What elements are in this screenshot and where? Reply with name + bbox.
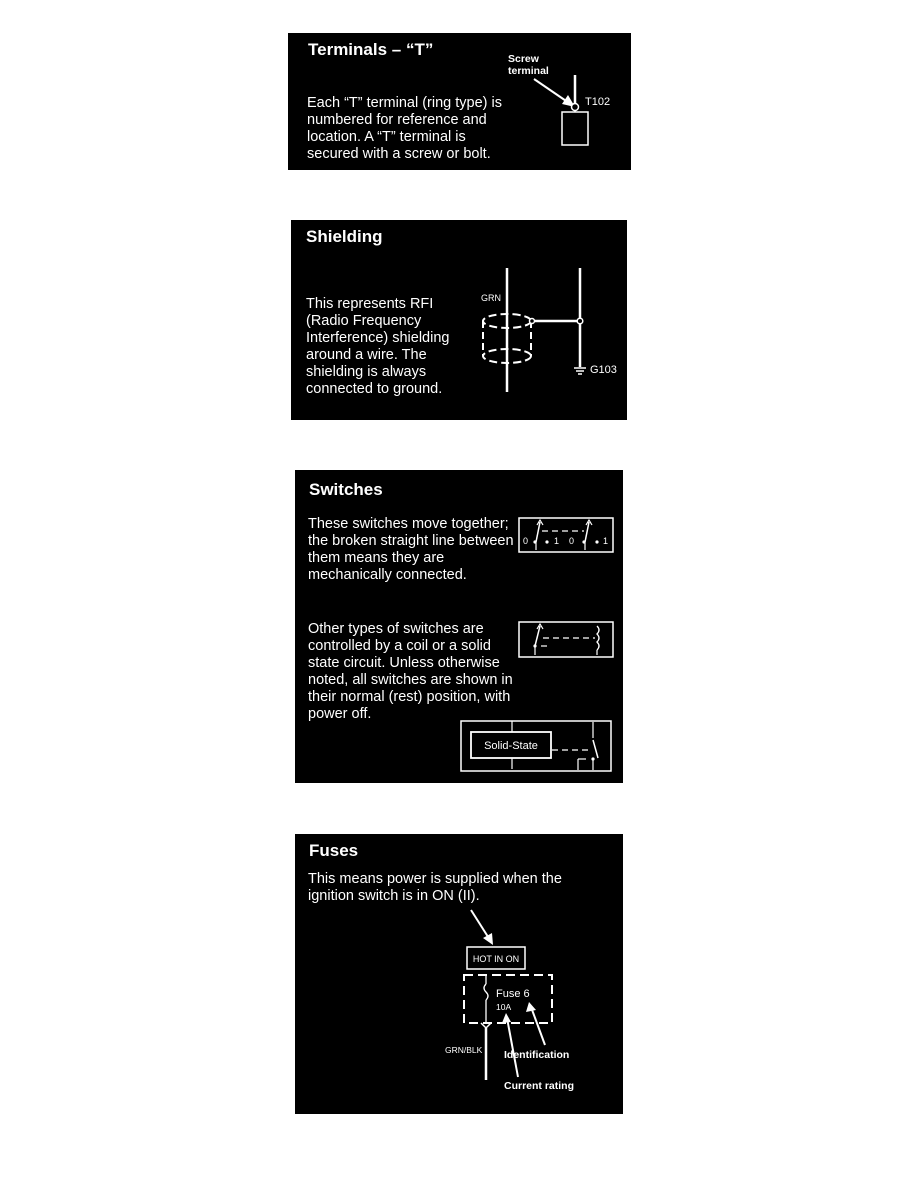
terminal-id-label: T102 (585, 96, 611, 108)
fuses-description: This means power is supplied when the ignition switch is in ON (II). (308, 871, 562, 904)
switches-description-2: Other types of switches are controlled by a coil or a solid state circuit. Unless otherwise noted, all switches are shown in their normal (rest) position, with power off. (308, 621, 513, 722)
coil-symbol (597, 626, 599, 650)
current-rating-arrowhead (502, 1013, 511, 1023)
fuse-symbol (484, 984, 488, 1000)
terminal-diagram (288, 33, 631, 170)
fuse-rating: 10A (496, 1002, 512, 1012)
current-rating-label: Current rating (504, 1080, 575, 1092)
coil-switch-diagram (519, 622, 613, 657)
fuse-name: Fuse 6 (496, 988, 530, 1000)
switch1-pos1: 1 (554, 536, 560, 546)
screw-label-line2: terminal (508, 65, 549, 77)
hot-arrow-line (471, 910, 490, 940)
hot-in-on-label: HOT IN ON (472, 954, 520, 964)
switch2-contact0 (582, 540, 585, 543)
wire-color-label: GRN (481, 293, 501, 303)
terminals-title: Terminals – “T” (308, 40, 434, 59)
component-box (562, 112, 588, 145)
shield-junction-dot (530, 319, 535, 324)
switch2-pos1: 1 (603, 536, 609, 546)
shielding-diagram (291, 220, 627, 420)
switch1-contact1 (545, 540, 548, 543)
switch2-pos0: 0 (569, 536, 575, 546)
shielding-panel (291, 220, 627, 420)
fuse-diagram (295, 834, 623, 1114)
terminals-description: Each “T” terminal (ring type) is numbered for reference and location. A “T” terminal is secured with a screw or bolt. (307, 95, 502, 162)
terminals-panel (288, 33, 631, 170)
identification-arrowhead (526, 1002, 536, 1012)
output-wire-color: GRN/BLK (445, 1045, 483, 1055)
ganged-switch-box (519, 518, 613, 552)
ss-switch-arm (593, 740, 598, 758)
switch1-contact0 (533, 540, 536, 543)
fuses-title: Fuses (309, 841, 359, 860)
current-rating-arrow-line (507, 1018, 518, 1077)
fuses-panel (295, 834, 623, 1114)
hot-arrowhead (483, 933, 493, 945)
ring-terminal (572, 104, 579, 111)
shielding-title: Shielding (306, 227, 383, 246)
solid-state-diagram (461, 721, 611, 771)
switches-title: Switches (309, 480, 383, 499)
ground-id-label: G103 (590, 364, 617, 376)
switch2-arm (585, 522, 589, 542)
ground-junction-dot (577, 318, 583, 324)
identification-label: Identification (504, 1049, 570, 1061)
shielding-description: This represents RFI (Radio Frequency Interference) shielding around a wire. The shielding is always connected to ground. (306, 296, 450, 397)
identification-arrow-line (531, 1007, 545, 1045)
ganged-switch-diagram (519, 518, 613, 552)
switch2-contact1 (595, 540, 598, 543)
switches-panel (295, 470, 623, 783)
switches-description-1: These switches move together; the broken straight line between them means they are mechanically connected. (308, 516, 514, 583)
screw-label-line1: Screw (508, 53, 539, 65)
switch1-pos0: 0 (523, 536, 529, 546)
switch1-arm (536, 522, 540, 542)
switches-diagrams (295, 470, 623, 783)
solid-state-label: Solid-State (484, 740, 538, 752)
